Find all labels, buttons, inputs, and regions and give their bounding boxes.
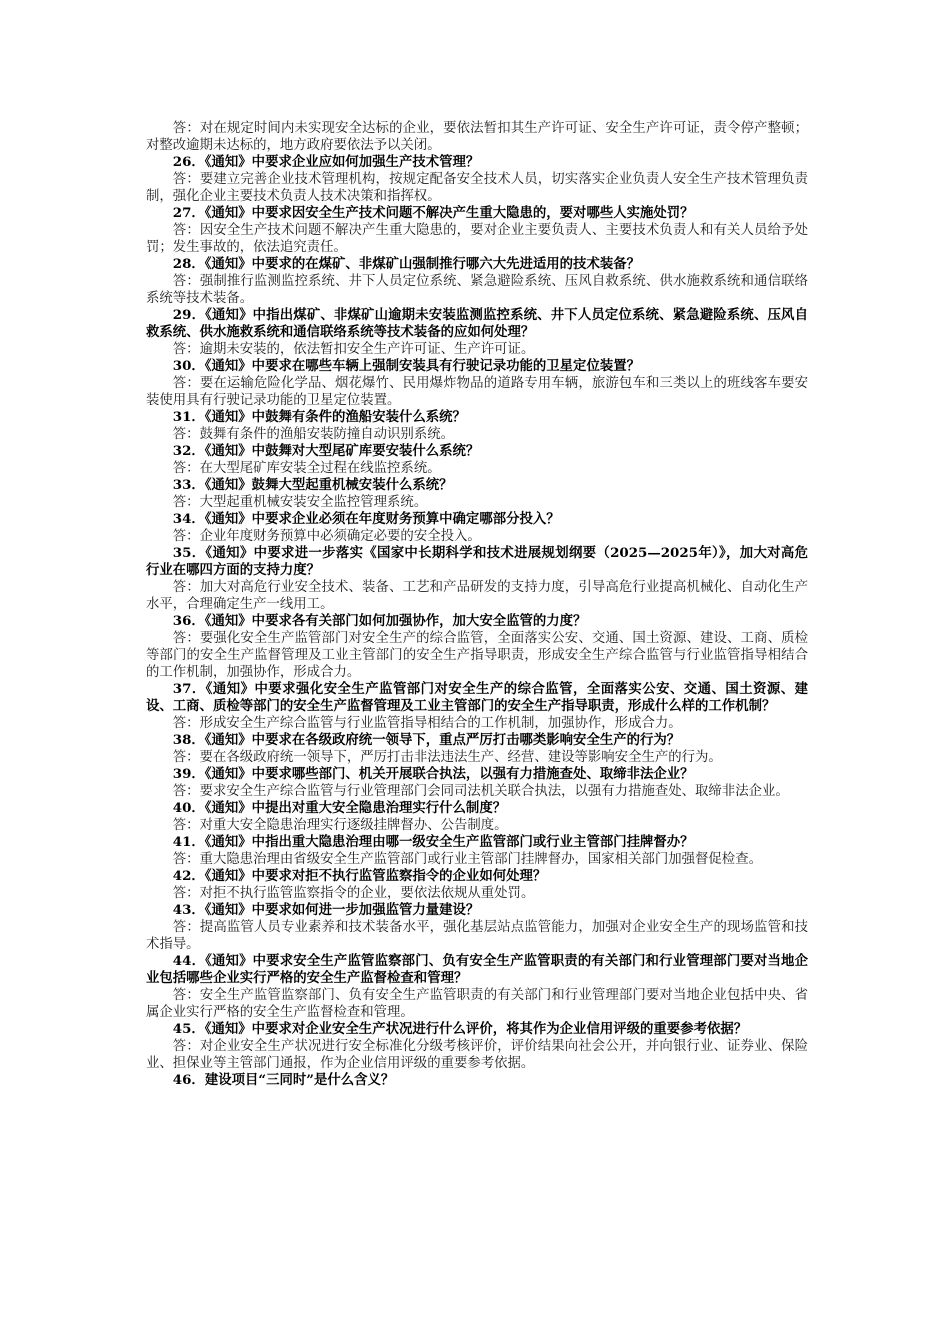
question-paragraph: 35．《通知》中要求进一步落实《国家中长期科学和技术进展规划纲要（2025—2025年）》，加大对高危行业在哪四方面的支持力度？ <box>146 545 808 578</box>
question-paragraph: 26．《通知》中要求企业应如何加强生产技术管理？ <box>172 154 480 170</box>
question-paragraph: 30．《通知》中要求在哪些车辆上强制安装具有行驶记录功能的卫星定位装置？ <box>172 358 641 374</box>
question-paragraph: 31．《通知》中鼓舞有条件的渔船安装什么系统？ <box>172 409 466 425</box>
question-paragraph: 43．《通知》中要求如何进一步加强监管力量建设？ <box>172 902 480 918</box>
answer-paragraph: 答：对重大安全隐患治理实行逐级挂牌督办、公告制度。 <box>172 818 508 833</box>
question-paragraph: 37．《通知》中要求强化安全生产监管部门对安全生产的综合监管，全面落实公安、交通、国土资源、建设、工商、质检等部门的安全生产监督管理及工业主管部门的安全生产指导职责，形成什么样的工作机制？ <box>146 681 808 714</box>
answer-paragraph: 答：要强化安全生产监管部门对安全生产的综合监管，全面落实公安、交通、国土资源、建设、工商、质检等部门的安全生产监督管理及工业主管部门的安全生产指导职责，形成安全生产综合监管与行业监管指导相结合的工作机制，加强协作，形成合力。 <box>146 631 808 680</box>
question-paragraph: 28．《通知》中要求的在煤矿、非煤矿山强制推行哪六大先进适用的技术装备？ <box>172 256 641 272</box>
question-paragraph: 39．《通知》中要求哪些部门、机关开展联合执法，以强有力措施查处、取缔非法企业？ <box>172 766 694 782</box>
question-paragraph: 42．《通知》中要求对拒不执行监管监察指令的企业如何处理？ <box>172 868 547 884</box>
question-paragraph: 44．《通知》中要求安全生产监管监察部门、负有安全生产监管职责的有关部门和行业管理部门要对当地企业包括哪些企业实行严格的安全生产监督检查和管理？ <box>146 953 808 986</box>
document-page <box>146 120 808 1089</box>
question-paragraph: 38．《通知》中要求在各级政府统一领导下，重点严厉打击哪类影响安全生产的行为？ <box>172 732 681 748</box>
answer-paragraph: 答：强制推行监测监控系统、井下人员定位系统、紧急避险系统、压风自救系统、供水施救系统和通信联络系统等技术装备。 <box>146 274 808 306</box>
answer-paragraph: 答：鼓舞有条件的渔船安装防撞自动识别系统。 <box>172 427 454 442</box>
question-paragraph: 36．《通知》中要求各有关部门如何加强协作，加大安全监管的力度？ <box>172 613 587 629</box>
answer-paragraph: 答：加大对高危行业安全技术、装备、工艺和产品研发的支持力度，引导高危行业提高机械化、自动化生产水平，合理确定生产一线用工。 <box>146 580 808 612</box>
answer-paragraph: 答：要求安全生产综合监管与行业管理部门会同司法机关联合执法，以强有力措施查处、取缔非法企业。 <box>172 784 789 799</box>
answer-paragraph: 答：形成安全生产综合监管与行业监管指导相结合的工作机制，加强协作，形成合力。 <box>172 716 682 731</box>
question-paragraph: 27．《通知》中要求因安全生产技术问题不解决产生重大隐患的，要对哪些人实施处罚？ <box>172 205 694 221</box>
answer-paragraph: 答：安全生产监管监察部门、负有安全生产监管职责的有关部门和行业管理部门要对当地企业包括中央、省属企业实行严格的安全生产监督检查和管理。 <box>146 988 808 1020</box>
answer-paragraph: 答：对企业安全生产状况进行安全标准化分级考核评价，评价结果向社会公开，并向银行业、证券业、保险业、担保业等主管部门通报，作为企业信用评级的重要参考依据。 <box>146 1039 808 1071</box>
question-paragraph: 46．建设项目“三同时”是什么含义？ <box>172 1072 395 1088</box>
question-paragraph: 33．《通知》鼓舞大型起重机械安装什么系统？ <box>172 477 453 493</box>
answer-paragraph: 答：重大隐患治理由省级安全生产监管部门或行业主管部门挂牌督办，国家相关部门加强督促检查。 <box>172 852 762 867</box>
answer-paragraph: 答：要在运输危险化学品、烟花爆竹、民用爆炸物品的道路专用车辆，旅游包车和三类以上的班线客车要安装使用具有行驶记录功能的卫星定位装置。 <box>146 376 808 408</box>
question-paragraph: 41．《通知》中指出重大隐患治理由哪一级安全生产监管部门或行业主管部门挂牌督办？ <box>172 834 694 850</box>
question-paragraph: 32．《通知》中鼓舞对大型尾矿库要安装什么系统？ <box>172 443 480 459</box>
answer-paragraph: 答：逾期未安装的，依法暂扣安全生产许可证、生产许可证。 <box>172 342 535 357</box>
answer-paragraph: 答：大型起重机械安装安全监控管理系统。 <box>172 495 428 510</box>
answer-paragraph: 答：对在规定时间内未实现安全达标的企业，要依法暂扣其生产许可证、安全生产许可证，责令停产整顿；对整改逾期未达标的，地方政府要依法予以关闭。 <box>146 121 808 153</box>
answer-paragraph: 答：企业年度财务预算中必须确定必要的安全投入。 <box>172 529 481 544</box>
answer-paragraph: 答：因安全生产技术问题不解决产生重大隐患的，要对企业主要负责人、主要技术负责人和有关人员给予处罚；发生事故的，依法追究责任。 <box>146 223 808 255</box>
answer-paragraph: 答：对拒不执行监管监察指令的企业，要依法依规从重处罚。 <box>172 886 535 901</box>
question-paragraph: 29．《通知》中指出煤矿、非煤矿山逾期未安装监测监控系统、井下人员定位系统、紧急避险系统、压风自救系统、供水施救系统和通信联络系统等技术装备的应如何处理？ <box>146 307 808 340</box>
question-paragraph: 40．《通知》中提出对重大安全隐患治理实行什么制度？ <box>172 800 507 816</box>
answer-paragraph: 答：要建立完善企业技术管理机构，按规定配备安全技术人员，切实落实企业负责人安全生产技术管理负责制，强化企业主要技术负责人技术决策和指挥权。 <box>146 172 808 204</box>
question-paragraph: 34．《通知》中要求企业必须在年度财务预算中确定哪部分投入？ <box>172 511 560 527</box>
answer-paragraph: 答：在大型尾矿库安装全过程在线监控系统。 <box>172 461 441 476</box>
answer-paragraph: 答：要在各级政府统一领导下，严厉打击非法违法生产、经营、建设等影响安全生产的行为。 <box>172 750 722 765</box>
question-paragraph: 45．《通知》中要求对企业安全生产状况进行什么评价，将其作为企业信用评级的重要参考依据？ <box>172 1021 748 1037</box>
answer-paragraph: 答：提高监管人员专业素养和技术装备水平，强化基层站点监管能力，加强对企业安全生产的现场监管和技术指导。 <box>146 920 808 952</box>
